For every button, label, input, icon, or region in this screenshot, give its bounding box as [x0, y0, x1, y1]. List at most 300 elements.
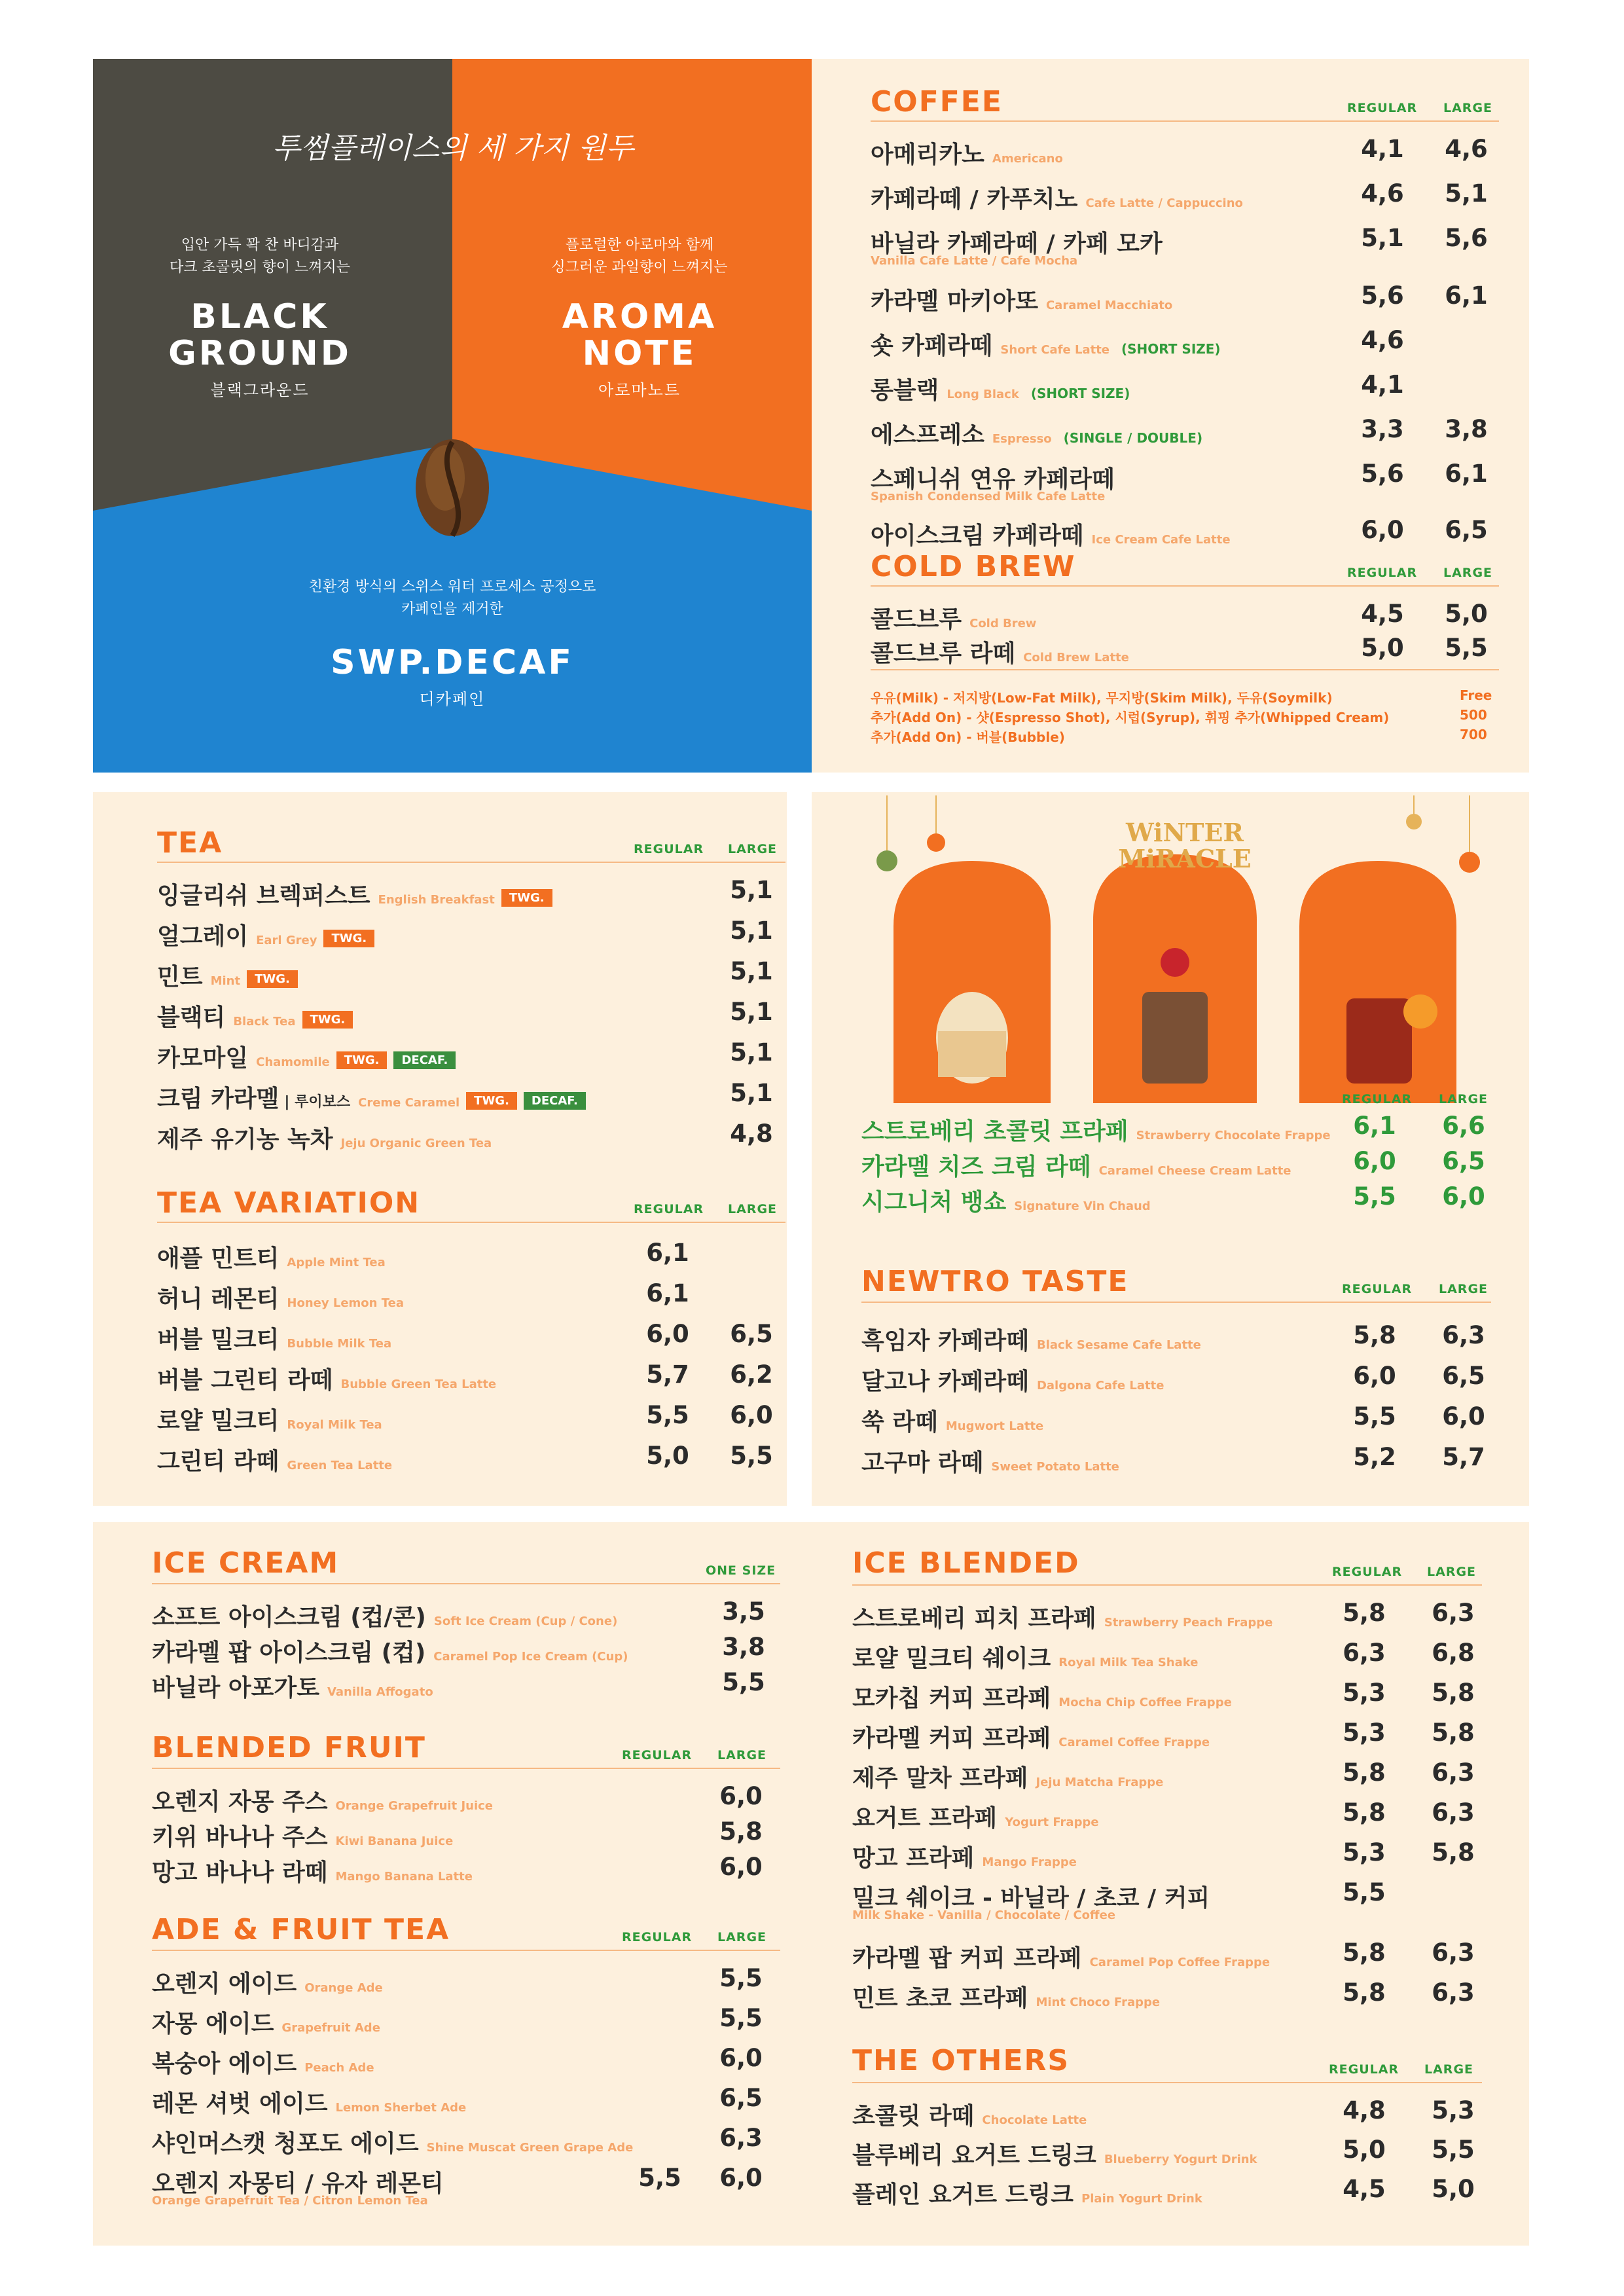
item-name-en: Caramel Cheese Cream Latte — [1098, 1164, 1291, 1178]
item-name-en: Caramel Coffee Frappe — [1058, 1736, 1210, 1749]
item-name-en: Cold Brew — [969, 617, 1037, 630]
price-regular: 6,1 — [1353, 1112, 1396, 1140]
decaf-block — [256, 576, 649, 709]
arch-middle — [1093, 854, 1257, 1103]
price-large: 5,8 — [1432, 1719, 1475, 1747]
item-name-en: Earl Grey — [256, 934, 317, 947]
item-name-en: Kiwi Banana Juice — [335, 1834, 454, 1848]
menu-item — [157, 877, 552, 911]
newtro-divider — [861, 1302, 1491, 1303]
bean-hero-panel — [93, 59, 812, 773]
price-large: 5,1 — [730, 998, 773, 1026]
item-name-ko: 소프트 아이스크림 (컵/콘) — [152, 1604, 426, 1631]
price-large: 6,6 — [1442, 1112, 1485, 1140]
price-one-size: 3,5 — [722, 1597, 765, 1626]
twg-badge: TWG. — [302, 1011, 353, 1029]
price-large: 6,3 — [1432, 1798, 1475, 1827]
price-large: 5,1 — [730, 957, 773, 985]
item-name-en: Black Sesame Cafe Latte — [1036, 1338, 1201, 1352]
menu-item — [852, 2098, 1087, 2131]
ice-cream-one-size-header: ONE SIZE — [706, 1563, 776, 1578]
price-regular: 5,0 — [1361, 634, 1404, 662]
ice-blended-divider — [852, 1584, 1482, 1586]
price-large: 5,5 — [719, 1964, 763, 1992]
item-name-ko: 로얄 밀크티 쉐이크 — [852, 1645, 1051, 1672]
menu-item — [157, 1443, 392, 1476]
price-regular: 5,7 — [646, 1360, 689, 1389]
item-name-ko: 레몬 셔벗 에이드 — [152, 2090, 328, 2117]
price-regular: 5,6 — [1361, 460, 1404, 488]
item-name-ko: 키위 바나나 주스 — [152, 1824, 328, 1851]
black-ground-desc2: 다크 초콜릿의 향이 느껴지는 — [169, 259, 350, 276]
menu-item — [871, 601, 1036, 634]
price-large: 5,5 — [730, 1442, 773, 1470]
item-name-ko: 오렌지 자몽티 / 유자 레몬티 — [152, 2170, 444, 2197]
item-name-ko: 바닐라 카페라떼 / 카페 모카 — [871, 230, 1163, 257]
item-name-en: Espresso — [992, 432, 1052, 446]
item-name-en: Caramel Macchiato — [1045, 299, 1173, 312]
menu-item — [871, 181, 1243, 214]
ade-divider — [152, 1950, 780, 1951]
menu-item — [157, 1121, 492, 1154]
price-regular: 5,5 — [1353, 1182, 1396, 1211]
price-regular: 5,2 — [1353, 1443, 1396, 1471]
item-name-en: Orange Grapefruit Tea / Citron Lemon Tea — [152, 2194, 428, 2208]
menu-item — [152, 2125, 633, 2159]
item-name-en: Strawberry Chocolate Frappe — [1136, 1129, 1331, 1142]
black-ground-desc1: 입안 가득 꽉 찬 바디감과 — [181, 237, 339, 253]
winter-large-header: LARGE — [1439, 1092, 1489, 1106]
item-name-ko: 시그니처 뱅쇼 — [861, 1189, 1007, 1216]
addon-price: 700 — [1460, 727, 1487, 742]
twg-badge: TWG. — [336, 1051, 388, 1069]
tea-variation-large-header: LARGE — [728, 1202, 778, 1216]
price-large: 6,5 — [730, 1320, 773, 1348]
item-name-en: Orange Grapefruit Juice — [335, 1799, 494, 1813]
price-large: 6,1 — [1445, 282, 1488, 310]
tea-regular-header: REGULAR — [634, 842, 704, 856]
others-large-header: LARGE — [1424, 2062, 1474, 2077]
price-large: 5,0 — [1445, 600, 1488, 628]
item-name-ko: 민트 초코 프라페 — [852, 1985, 1028, 2012]
price-large: 5,5 — [719, 2004, 763, 2032]
blended-fruit-regular-header: REGULAR — [622, 1748, 693, 1762]
item-name-ko: 카라멜 팝 커피 프라페 — [852, 1945, 1082, 1972]
item-name-ko: 쑥 라떼 — [861, 1409, 938, 1436]
newtro-regular-header: REGULAR — [1342, 1282, 1413, 1296]
price-regular: 6,1 — [646, 1239, 689, 1267]
item-name-ko: 흑임자 카페라떼 — [861, 1328, 1029, 1355]
price-large: 4,6 — [1445, 135, 1488, 163]
item-name-en: Spanish Condensed Milk Cafe Latte — [871, 490, 1106, 503]
ice-cream-divider — [152, 1583, 780, 1584]
winter-logo-line2: MiRACLE — [1118, 844, 1252, 873]
item-name-en: Mocha Chip Coffee Frappe — [1058, 1696, 1232, 1709]
menu-item — [852, 1720, 1210, 1753]
item-name-ko: 아메리카노 — [871, 141, 984, 168]
item-name-ko: 잉글리쉬 브렉퍼스트 — [157, 883, 370, 909]
item-name-en: Green Tea Latte — [287, 1459, 393, 1472]
item-name-ko: 고구마 라떼 — [861, 1449, 984, 1476]
twg-badge: TWG. — [247, 970, 298, 988]
price-large: 6,3 — [1442, 1321, 1485, 1349]
menu-item — [157, 1281, 404, 1314]
item-name-en: Dalgona Cafe Latte — [1036, 1379, 1164, 1393]
price-large: 5,1 — [730, 1038, 773, 1066]
price-large: 5,8 — [719, 1817, 763, 1846]
item-name-en: Americano — [992, 152, 1063, 166]
price-regular: 3,3 — [1361, 415, 1404, 443]
price-large: 4,8 — [730, 1120, 773, 1148]
price-large: 5,1 — [730, 917, 773, 945]
item-name-en: Chocolate Latte — [982, 2113, 1087, 2127]
cold-brew-title: COLD BREW — [871, 550, 1076, 583]
item-name-en: Creme Caramel — [358, 1096, 460, 1110]
addon-price: 500 — [1460, 707, 1487, 723]
price-regular: 5,5 — [646, 1401, 689, 1429]
item-name-en: Black Tea — [233, 1015, 296, 1029]
aroma-note-ko: 아로마노트 — [598, 381, 681, 399]
item-name-en: Ice Cream Cafe Latte — [1091, 533, 1231, 547]
price-large: 5,1 — [730, 876, 773, 904]
price-regular: 6,0 — [1361, 516, 1404, 544]
item-size-note: (SINGLE / DOUBLE) — [1063, 430, 1203, 446]
item-name-ko: 카라멜 팝 아이스크림 (컵) — [152, 1639, 426, 1666]
menu-item — [157, 1080, 586, 1114]
item-name-ko: 모카칩 커피 프라페 — [852, 1685, 1051, 1712]
coffee-title: COFFEE — [871, 85, 1003, 118]
item-name-en: Apple Mint Tea — [287, 1256, 386, 1269]
menu-item — [871, 283, 1172, 316]
coffee-large-header: LARGE — [1443, 101, 1493, 115]
item-name-ko: 플레인 요거트 드링크 — [852, 2181, 1074, 2208]
item-name-ko: 망고 바나나 라떼 — [152, 1859, 328, 1886]
menu-item — [852, 1640, 1198, 1673]
price-regular: 6,0 — [646, 1320, 689, 1348]
item-name-en: Mugwort Latte — [945, 1419, 1044, 1433]
price-regular: 4,6 — [1361, 179, 1404, 208]
item-name-ko: 샤인머스캣 청포도 에이드 — [152, 2130, 419, 2157]
menu-item — [852, 2176, 1202, 2210]
tea-large-header: LARGE — [728, 842, 778, 856]
price-regular: 5,3 — [1343, 1679, 1386, 1707]
price-large: 6,5 — [1442, 1147, 1485, 1175]
menu-item — [152, 1634, 628, 1667]
tea-variation-divider — [157, 1222, 785, 1223]
item-name-ko: 스트로베리 피치 프라페 — [852, 1605, 1096, 1632]
price-regular: 5,5 — [1353, 1402, 1396, 1430]
menu-item — [152, 1599, 617, 1632]
item-name-en: Mint — [210, 974, 241, 988]
item-name-ko: 아이스크림 카페라떼 — [871, 522, 1084, 549]
menu-item — [157, 958, 298, 992]
item-name-ko: 허니 레몬티 — [157, 1286, 280, 1313]
menu-item — [871, 517, 1231, 551]
price-large: 6,0 — [730, 1401, 773, 1429]
tea-divider — [157, 862, 785, 863]
menu-item — [157, 1362, 496, 1395]
price-regular: 5,8 — [1353, 1321, 1396, 1349]
item-name-en: Signature Vin Chaud — [1014, 1199, 1151, 1213]
price-regular: 4,1 — [1361, 135, 1404, 163]
menu-item — [852, 1980, 1160, 2013]
item-name-ko: 민트 — [157, 964, 203, 991]
price-large: 6,3 — [1432, 1978, 1475, 2007]
menu-item — [852, 1840, 1077, 1873]
price-regular: 5,8 — [1343, 1978, 1386, 2007]
item-name-en: Honey Lemon Tea — [287, 1296, 404, 1310]
addon-text: 우유(Milk) - 저지방(Low-Fat Milk), 무지방(Skim Milk), 두유(Soymilk) — [871, 690, 1333, 706]
twg-badge: TWG. — [323, 930, 374, 947]
item-name-en: Vanilla Affogato — [327, 1685, 433, 1699]
item-name-en: Long Black — [947, 388, 1019, 401]
price-large: 6,0 — [1442, 1402, 1485, 1430]
black-ground-ko: 블랙그라운드 — [210, 381, 310, 399]
twg-badge: TWG. — [501, 889, 552, 907]
item-name-ko: 제주 유기농 녹차 — [157, 1126, 333, 1153]
ice-blended-large-header: LARGE — [1427, 1565, 1477, 1579]
item-name-en: Mint Choco Frappe — [1036, 1995, 1161, 2009]
arch-right — [1299, 861, 1456, 1103]
menu-item — [852, 1800, 1099, 1833]
item-name-ko: 버블 그린티 라떼 — [157, 1367, 333, 1394]
price-regular: 5,8 — [1343, 1599, 1386, 1627]
item-name-en: Lemon Sherbet Ade — [335, 2101, 467, 2115]
arch-left — [893, 861, 1051, 1103]
coffee-regular-header: REGULAR — [1347, 101, 1418, 115]
item-name-en: Peach Ade — [304, 2061, 374, 2075]
item-name-en: Grapefruit Ade — [281, 2021, 380, 2035]
item-name-ko: 로얄 밀크티 — [157, 1408, 280, 1434]
menu-item — [871, 327, 1221, 361]
price-large: 5,7 — [1442, 1443, 1485, 1471]
aroma-note-name1: AROMA — [562, 297, 717, 337]
price-regular: 5,8 — [1343, 1798, 1386, 1827]
price-large: 5,1 — [1445, 179, 1488, 208]
price-regular: 4,1 — [1361, 371, 1404, 399]
blended-fruit-title: BLENDED FRUIT — [152, 1731, 426, 1764]
winter-regular-header: REGULAR — [1342, 1092, 1413, 1106]
price-large: 6,1 — [1445, 460, 1488, 488]
menu-item — [157, 918, 374, 951]
price-large: 6,0 — [719, 2164, 763, 2192]
item-name-en: Soft Ice Cream (Cup / Cone) — [433, 1614, 618, 1628]
price-large: 6,3 — [719, 2124, 763, 2152]
ice-blended-regular-header: REGULAR — [1332, 1565, 1403, 1579]
item-name-ko: 버블 밀크티 — [157, 1326, 280, 1353]
winter-logo-line1: WiNTER — [1126, 818, 1244, 847]
menu-item — [157, 1402, 382, 1436]
item-name-ko: 자몽 에이드 — [152, 2011, 274, 2037]
price-one-size: 3,8 — [722, 1633, 765, 1661]
item-name-en: Milk Shake - Vanilla / Chocolate / Coffee — [852, 1908, 1116, 1922]
item-name-ko: 콜드브루 라떼 — [871, 640, 1016, 667]
price-regular: 5,0 — [646, 1442, 689, 1470]
item-name-ko: 카페라떼 / 카푸치노 — [871, 186, 1078, 213]
price-regular: 5,5 — [638, 2164, 681, 2192]
aroma-note-desc1: 플로럴한 아로마와 함께 — [565, 237, 714, 253]
item-name-ko: 그린티 라떼 — [157, 1448, 280, 1475]
blended-fruit-divider — [152, 1768, 780, 1769]
price-large: 6,3 — [1432, 1599, 1475, 1627]
addon-text: 추가(Add On) - 버블(Bubble) — [871, 729, 1065, 745]
item-name-ko: 제주 말차 프라페 — [852, 1765, 1028, 1792]
price-large: 6,5 — [719, 2084, 763, 2112]
item-name-ko: 스페니쉬 연유 카페라떼 — [871, 466, 1115, 493]
price-large: 5,5 — [1445, 634, 1488, 662]
item-name-ko: 블랙티 — [157, 1004, 226, 1031]
item-name-en: Mango Banana Latte — [335, 1870, 473, 1884]
item-sub-label: | 루이보스 — [284, 1094, 351, 1110]
price-regular: 4,5 — [1361, 600, 1404, 628]
menu-item — [852, 1940, 1270, 1973]
menu-item — [852, 1600, 1272, 1633]
price-regular: 5,5 — [1343, 1878, 1386, 1906]
menu-item — [152, 1669, 433, 1703]
others-regular-header: REGULAR — [1329, 2062, 1399, 2077]
cold-brew-divider — [871, 585, 1499, 587]
price-regular: 4,8 — [1343, 2096, 1386, 2124]
addon-text: 추가(Add On) - 샷(Espresso Shot), 시럽(Syrup), 휘핑 추가(Whipped Cream) — [871, 710, 1390, 725]
item-name-ko: 얼그레이 — [157, 923, 249, 950]
item-name-ko: 바닐라 아포가토 — [152, 1675, 319, 1702]
menu-item — [852, 1760, 1163, 1793]
price-large: 5,8 — [1432, 1679, 1475, 1707]
decaf-ko: 디카페인 — [419, 690, 486, 708]
price-large: 6,0 — [719, 1782, 763, 1810]
item-name-en: Short Cafe Latte — [1000, 343, 1110, 357]
price-regular: 6,0 — [1353, 1147, 1396, 1175]
item-name-ko: 블루베리 요거트 드링크 — [852, 2142, 1096, 2169]
item-name-ko: 초콜릿 라떼 — [852, 2103, 975, 2130]
coffee-bean-icon — [416, 439, 489, 536]
item-name-en: Royal Milk Tea Shake — [1058, 1656, 1199, 1669]
item-name-ko: 스트로베리 초콜릿 프라페 — [861, 1118, 1128, 1145]
price-large: 6,5 — [1442, 1362, 1485, 1390]
item-name-en: Vanilla Cafe Latte / Cafe Mocha — [871, 254, 1078, 268]
menu-item — [157, 999, 353, 1032]
newtro-title: NEWTRO TASTE — [861, 1265, 1129, 1298]
item-name-ko: 에스프레소 — [871, 422, 984, 448]
cold-brew-regular-header: REGULAR — [1347, 566, 1418, 580]
price-large: 5,5 — [1432, 2136, 1475, 2164]
price-regular: 4,5 — [1343, 2175, 1386, 2203]
menu-item — [157, 1321, 391, 1355]
tea-variation-title: TEA VARIATION — [157, 1186, 421, 1220]
menu-item — [157, 1040, 456, 1073]
price-regular: 5,0 — [1343, 2136, 1386, 2164]
price-large: 5,0 — [1432, 2175, 1475, 2203]
item-name-en: Caramel Pop Coffee Frappe — [1089, 1956, 1271, 1969]
price-regular: 6,3 — [1343, 1639, 1386, 1667]
aroma-note-block — [499, 234, 780, 400]
item-name-ko: 달고나 카페라떼 — [861, 1368, 1029, 1395]
item-name-en: Sweet Potato Latte — [991, 1460, 1119, 1474]
newtro-large-header: LARGE — [1439, 1282, 1489, 1296]
coffee-divider — [871, 120, 1499, 122]
winter-miracle-logo — [1100, 820, 1270, 872]
price-large: 6,3 — [1432, 1939, 1475, 1967]
price-one-size: 5,5 — [722, 1668, 765, 1696]
item-name-en: Orange Ade — [304, 1981, 383, 1995]
price-large: 6,8 — [1432, 1639, 1475, 1667]
item-name-en: English Breakfast — [378, 893, 495, 907]
menu-item — [861, 1113, 1331, 1146]
blended-fruit-large-header: LARGE — [717, 1748, 767, 1762]
item-size-note: (SHORT SIZE) — [1121, 341, 1221, 357]
black-ground-name2: GROUND — [168, 334, 352, 373]
item-name-en: Royal Milk Tea — [287, 1418, 382, 1432]
price-regular: 4,6 — [1361, 326, 1404, 354]
price-large: 6,2 — [730, 1360, 773, 1389]
addon-price: Free — [1460, 687, 1492, 703]
menu-item — [861, 1184, 1151, 1217]
item-name-ko: 크림 카라멜 — [157, 1085, 280, 1112]
price-regular: 5,3 — [1343, 1838, 1386, 1867]
menu-item — [871, 416, 1202, 450]
item-name-en: Chamomile — [256, 1055, 330, 1069]
price-large: 5,3 — [1432, 2096, 1475, 2124]
menu-item — [152, 2045, 374, 2079]
item-name-ko: 밀크 쉐이크 - 바닐라 / 초코 / 커피 — [852, 1885, 1210, 1912]
menu-item — [152, 2005, 380, 2039]
menu-item — [852, 2137, 1257, 2170]
item-name-ko: 요거트 프라페 — [852, 1805, 998, 1832]
item-name-en: Mango Frappe — [982, 1855, 1077, 1869]
others-divider — [852, 2082, 1482, 2083]
ade-regular-header: REGULAR — [622, 1930, 693, 1944]
ade-title: ADE & FRUIT TEA — [152, 1913, 450, 1946]
item-name-en: Caramel Pop Ice Cream (Cup) — [433, 1650, 628, 1664]
item-size-note: (SHORT SIZE) — [1030, 386, 1130, 401]
others-title: THE OTHERS — [852, 2044, 1070, 2077]
menu-item — [152, 2085, 466, 2119]
price-large: 5,6 — [1445, 224, 1488, 252]
ade-large-header: LARGE — [717, 1930, 767, 1944]
ice-cream-title: ICE CREAM — [152, 1546, 340, 1580]
item-name-en: Jeju Organic Green Tea — [340, 1137, 492, 1150]
item-name-ko: 콜드브루 — [871, 606, 962, 633]
menu-item — [152, 1965, 383, 1999]
menu-item — [152, 1854, 473, 1887]
item-name-ko: 애플 민트티 — [157, 1245, 280, 1272]
twg-badge: TWG. — [466, 1092, 517, 1110]
menu-item — [871, 136, 1063, 170]
decaf-badge: DECAF. — [524, 1092, 586, 1110]
item-name-en: Yogurt Frappe — [1005, 1815, 1099, 1829]
price-regular: 5,8 — [1343, 1758, 1386, 1787]
price-large: 5,8 — [1432, 1838, 1475, 1867]
menu-item — [152, 1819, 453, 1852]
item-name-en: Cold Brew Latte — [1023, 651, 1129, 665]
item-name-ko: 숏 카페라떼 — [871, 333, 993, 359]
aroma-note-desc2: 싱그러운 과일향이 느껴지는 — [551, 259, 728, 276]
item-name-en: Shine Muscat Green Grape Ade — [426, 2141, 634, 2155]
item-name-en: Plain Yogurt Drink — [1081, 2192, 1202, 2206]
price-regular: 6,1 — [646, 1279, 689, 1307]
item-name-ko: 복숭아 에이드 — [152, 2050, 297, 2077]
decaf-name: SWP.DECAF — [331, 643, 574, 682]
price-large: 6,0 — [719, 2044, 763, 2072]
ice-blended-title: ICE BLENDED — [852, 1546, 1080, 1580]
tea-variation-regular-header: REGULAR — [634, 1202, 704, 1216]
menu-item — [852, 1680, 1232, 1713]
decaf-desc2: 카페인을 제거한 — [401, 601, 503, 617]
menu-item — [871, 372, 1130, 405]
item-name-ko: 오렌지 에이드 — [152, 1971, 297, 1997]
item-name-en: Blueberry Yogurt Drink — [1104, 2153, 1257, 2166]
menu-item — [152, 1783, 493, 1817]
